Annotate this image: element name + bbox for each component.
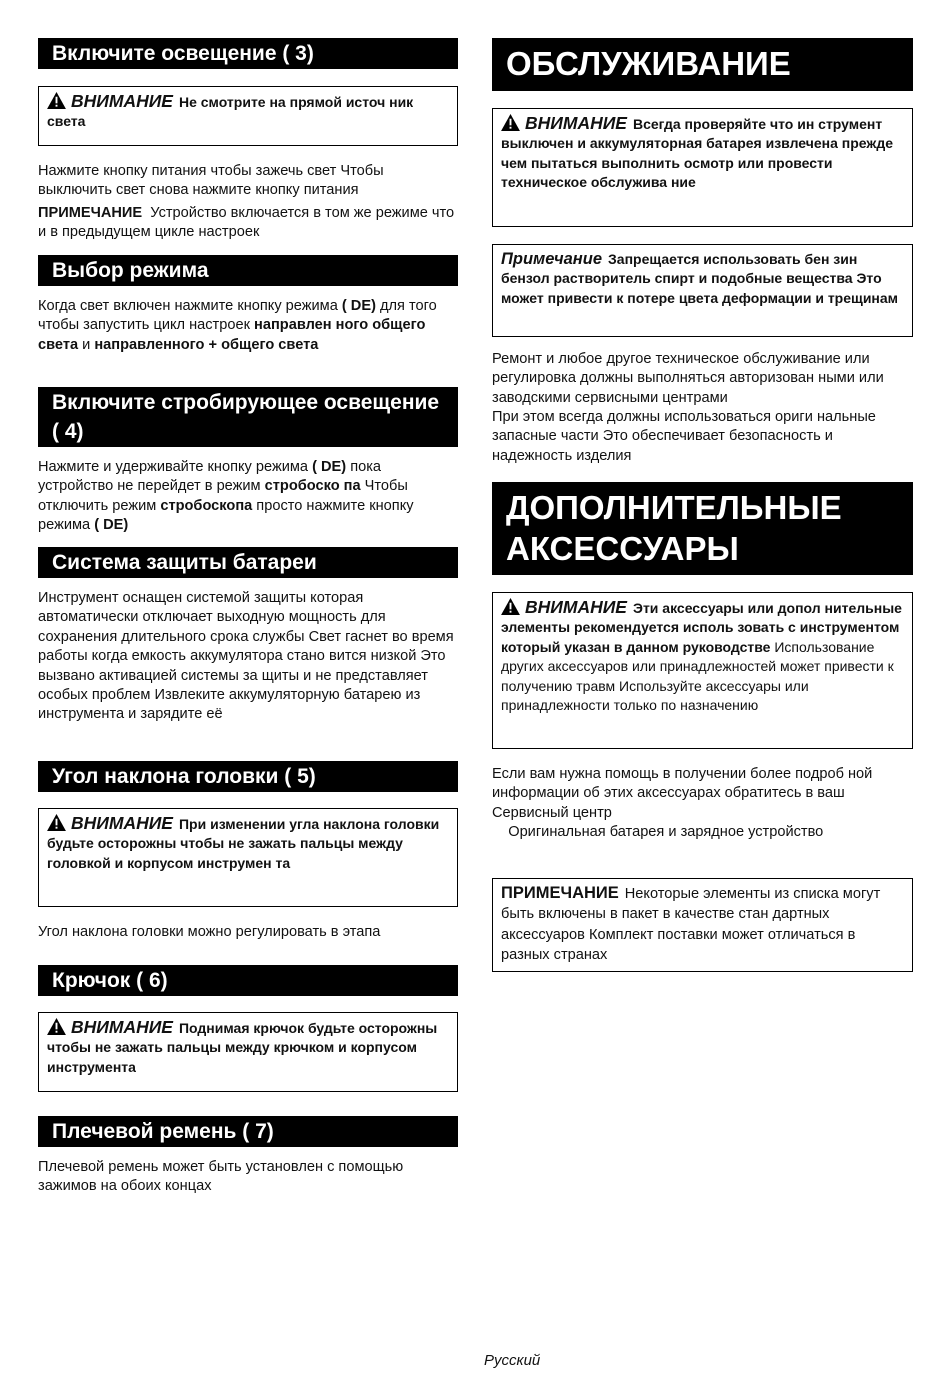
paragraph-strobe: Нажмите и удерживайте кнопку режима ( DE) пока устройство не перейдет в режим стробоско па Чтобы отключить режим стробоскопа просто нажмите кнопку режима ( DE)	[38, 459, 414, 534]
paragraph-maintenance-parts: При этом всегда должны использоваться ориги нальные запасные части Это обеспечивает безопасность и надежность изделия	[492, 409, 876, 464]
paragraph-shoulder-strap: Плечевой ремень может быть установлен с помощью зажимов на обоих концах	[38, 1159, 404, 1195]
paragraph-accessories-help: Если вам нужна помощь в получении более подроб ной информации об этих аксессуарах обратитесь в ваш Сервисный центр	[492, 766, 873, 821]
accessory-item: Оригинальная батарея и зарядное устройство	[492, 824, 824, 840]
section-title-head-angle: Угол наклона головки ( 5)	[38, 761, 458, 792]
heading-maintenance: ОБСЛУЖИВАНИЕ	[492, 38, 913, 91]
warning-box-accessories	[492, 592, 913, 749]
warning-text: Эти аксессуары или допол нительные элементы рекомендуется исполь зовать с инструментом который указан в данном руководстве	[501, 600, 902, 655]
warning-label: ВНИМАНИЕ	[525, 597, 627, 617]
heading-accessories: ДОПОЛНИТЕЛЬНЫЕ АКСЕССУАРЫ	[492, 482, 913, 575]
note-label: Примечание	[501, 250, 603, 268]
warning-text: Поднимая крючок будьте осторожны чтобы не зажать пальцы между крючком и корпусом инструмента	[47, 1020, 438, 1075]
note-text: Некоторые элементы из списка могут быть включены в пакет в качестве стан дартных аксессуаров Комплект поставки может отличаться в разных странах	[501, 886, 881, 964]
note-label: ПРИМЕЧАНИЕ	[501, 884, 619, 902]
warning-box-head-angle	[38, 808, 458, 907]
warning-triangle-icon	[47, 814, 66, 831]
warning-triangle-icon	[501, 598, 520, 615]
warning-text: При изменении угла наклона головки будьте осторожны чтобы не зажать пальцы между головкой и корпусом инструмен та	[47, 816, 440, 871]
warning-box-lighting	[38, 86, 458, 146]
warning-triangle-icon	[501, 114, 520, 131]
warning-label: ВНИМАНИЕ	[71, 91, 173, 111]
warning-box-maintenance	[492, 108, 913, 227]
warning-label: ВНИМАНИЕ	[71, 813, 173, 833]
section-title-strobe: Включите стробирующее освещение ( 4)	[38, 387, 458, 447]
note-text: Запрещается использовать бен зин бензол растворитель спирт и подобные вещества Это может привести к потере цвета деформации и трещинам	[501, 251, 899, 306]
warning-text: Не смотрите на прямой источ ник света	[47, 94, 414, 130]
paragraph-maintenance-service: Ремонт и любое другое техническое обслуживание или регулировка должны выполняться авторизован ными или заводскими сервисными центрами	[492, 351, 884, 406]
section-title-lighting: Включите освещение ( 3)	[38, 38, 458, 69]
note-paragraph	[38, 204, 458, 243]
paragraph-power: Нажмите кнопку питания чтобы зажечь свет Чтобы выключить свет снова нажмите кнопку питания	[38, 163, 384, 199]
paragraph-mode: Когда свет включен нажмите кнопку режима ( DE) для того чтобы запустить цикл настроек направлен ного общего света и направленного + общего света	[38, 298, 437, 353]
note-text: Устройство включается в том же режиме что и в предыдущем цикле настроек	[38, 205, 455, 241]
note-box-accessories	[492, 878, 913, 972]
note-label: ПРИМЕЧАНИЕ	[38, 205, 143, 221]
warning-text: Всегда проверяйте что ин струмент выключен и аккумуляторная батарея извлечена прежде чем пытаться выполнить осмотр или провести техническое обслужива ние	[501, 116, 893, 191]
section-title-hook: Крючок ( 6)	[38, 965, 458, 996]
section-title-battery-protection: Система защиты батареи	[38, 547, 458, 578]
note-box-maintenance	[492, 244, 913, 337]
paragraph-head-angle: Угол наклона головки можно регулировать в этапа	[38, 924, 381, 940]
section-title-mode: Выбор режима	[38, 255, 458, 286]
paragraph-battery-protection: Инструмент оснащен системой защиты которая автоматически отключает выходную мощность для сохранения длительного срока службы Свет гаснет во время работы когда емкость аккумулятора стано вится низкой Это вызвано активацией системы за щиты и не представляет особых проблем Извлеките аккумуляторную батарею из инструмента и зарядите её	[38, 590, 454, 723]
page-footer-language: Русский	[484, 1352, 541, 1369]
warning-label: ВНИМАНИЕ	[71, 1017, 173, 1037]
warning-triangle-icon	[47, 92, 66, 109]
warning-box-hook	[38, 1012, 458, 1092]
warning-label: ВНИМАНИЕ	[525, 113, 627, 133]
warning-triangle-icon	[47, 1018, 66, 1035]
warning-text-plain: Использование других аксессуаров или принадлежностей может привести к получению травм Используйте аксессуары или принадлежности только по назначению	[501, 638, 894, 714]
section-title-shoulder-strap: Плечевой ремень ( 7)	[38, 1116, 458, 1147]
